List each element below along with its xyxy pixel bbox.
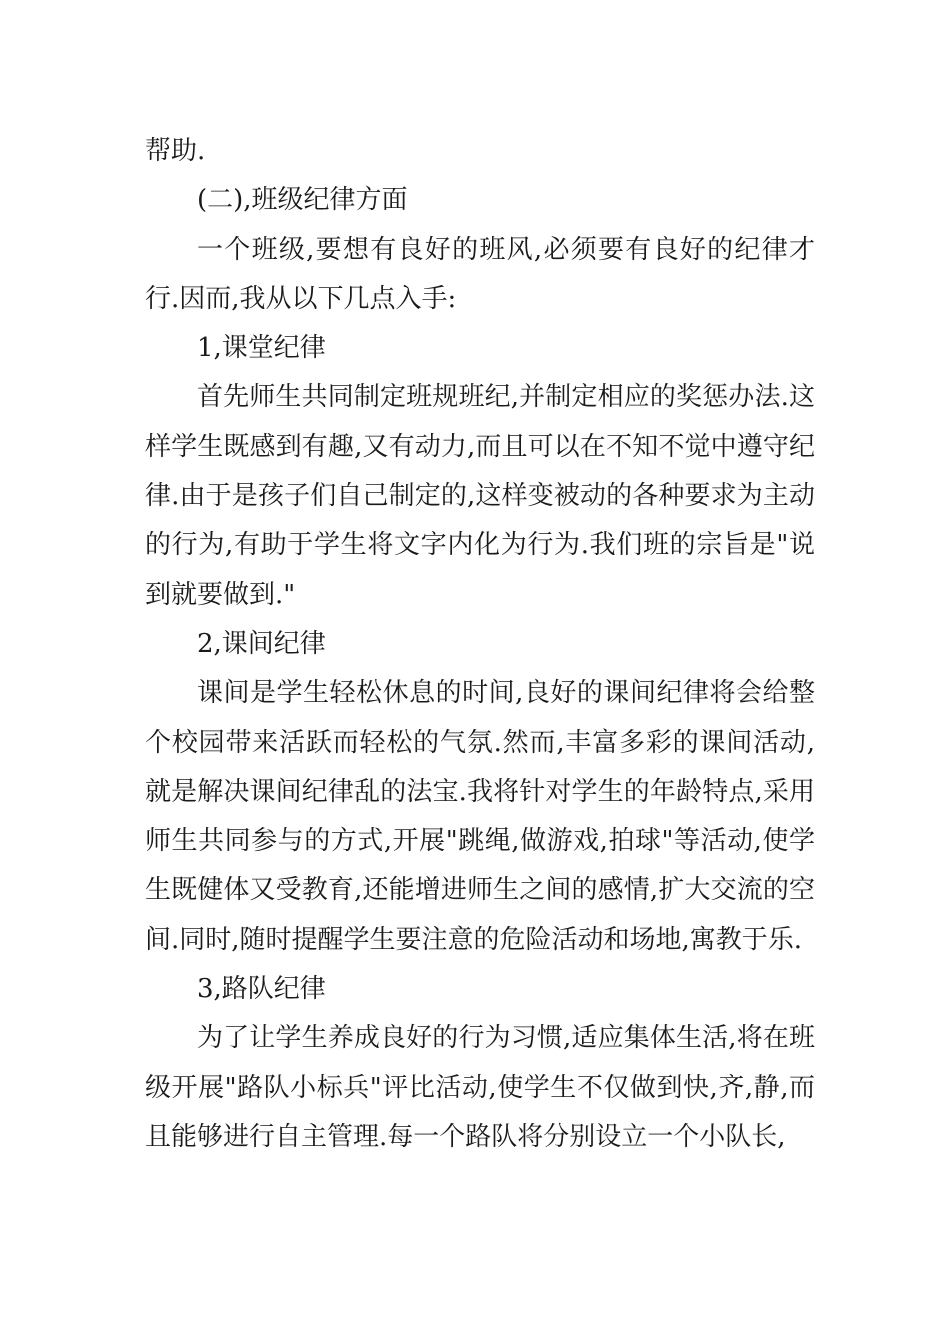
paragraph-break-discipline: 课间是学生轻松休息的时间,良好的课间纪律将会给整个校园带来活跃而轻松的气氛.然而,丰富多彩的课间活动,就是解决课间纪律乱的法宝.我将针对学生的年龄特点,采用师生共同参与的方式,开展"跳绳,做游戏,拍球"等活动,使学生既健体又受教育,还能增进师生之间的感情,扩大交流的空间.同时,随时提醒学生要注意的危险活动和场地,寓教于乐. — [145, 678, 815, 955]
document-body — [145, 127, 815, 1162]
subheading-break-discipline: 2,课间纪律 — [197, 628, 326, 659]
paragraph-classroom-discipline: 首先师生共同制定班规班纪,并制定相应的奖惩办法.这样学生既感到有趣,又有动力,而且可以在不知不觉中遵守纪律.由于是孩子们自己制定的,这样变被动的各种要求为主动的行为,有助于学生将文字内化为行为.我们班的宗旨是"说到就要做到." — [145, 382, 815, 610]
paragraph-continuation: 帮助. — [145, 136, 206, 166]
subheading-line-discipline: 3,路队纪律 — [197, 974, 326, 1005]
section-heading-discipline: (二),班级纪律方面 — [197, 185, 408, 216]
paragraph-intro: 一个班级,要想有良好的班风,必须要有良好的纪律才行.因而,我从以下几点入手: — [145, 234, 815, 314]
paragraph-line-discipline: 为了让学生养成良好的行为习惯,适应集体生活,将在班级开展"路队小标兵"评比活动,使学生不仅做到快,齐,静,而且能够进行自主管理.每一个路队将分别设立一个小队长, — [145, 1023, 815, 1152]
subheading-classroom-discipline: 1,课堂纪律 — [197, 333, 326, 364]
